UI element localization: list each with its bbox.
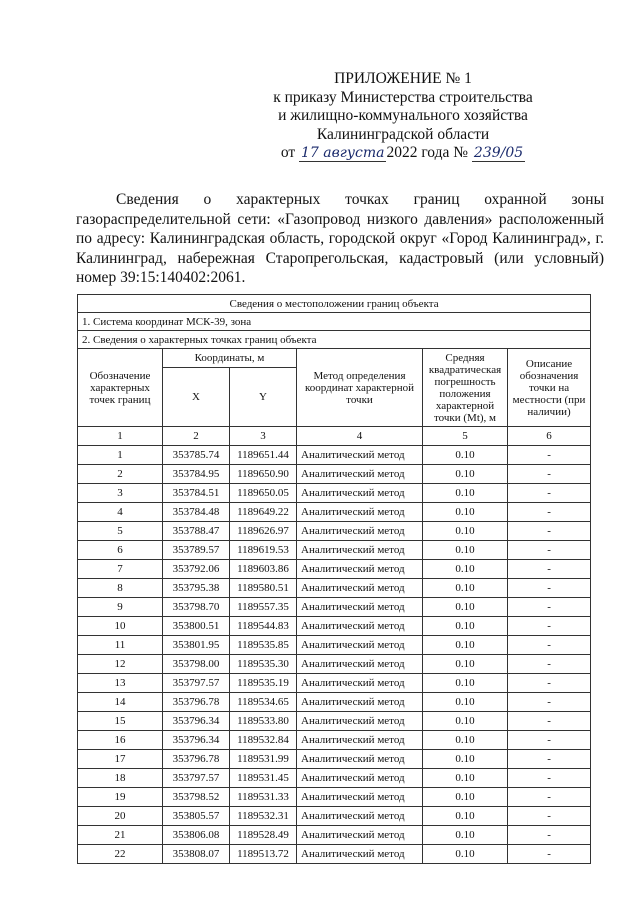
x-coordinate: 353789.57 (163, 541, 230, 560)
x-coordinate: 353798.70 (163, 598, 230, 617)
error-value: 0.10 (423, 617, 508, 636)
point-number: 18 (78, 769, 163, 788)
point-number: 16 (78, 731, 163, 750)
table-row (78, 484, 591, 503)
y-coordinate: 1189626.97 (230, 522, 297, 541)
y-coordinate: 1189535.85 (230, 636, 297, 655)
point-description: - (508, 693, 591, 712)
table-row (78, 788, 591, 807)
column-number: 6 (508, 427, 591, 446)
points-section-row: 2. Сведения о характерных точках границ объекта (78, 331, 591, 349)
method: Аналитический метод (297, 807, 423, 826)
error-value: 0.10 (423, 788, 508, 807)
point-description: - (508, 617, 591, 636)
method: Аналитический метод (297, 826, 423, 845)
method: Аналитический метод (297, 769, 423, 788)
method: Аналитический метод (297, 579, 423, 598)
x-coordinate: 353798.00 (163, 655, 230, 674)
method: Аналитический метод (297, 655, 423, 674)
table-row (78, 579, 591, 598)
error-value: 0.10 (423, 769, 508, 788)
header-description: Описание обозначения точки на местности (при наличии) (508, 349, 591, 427)
error-value: 0.10 (423, 655, 508, 674)
y-coordinate: 1189544.83 (230, 617, 297, 636)
error-value: 0.10 (423, 731, 508, 750)
x-coordinate: 353796.78 (163, 750, 230, 769)
x-coordinate: 353808.07 (163, 845, 230, 864)
x-coordinate: 353800.51 (163, 617, 230, 636)
method: Аналитический метод (297, 845, 423, 864)
point-number: 19 (78, 788, 163, 807)
point-description: - (508, 826, 591, 845)
method: Аналитический метод (297, 560, 423, 579)
point-number: 4 (78, 503, 163, 522)
point-description: - (508, 636, 591, 655)
y-coordinate: 1189534.65 (230, 693, 297, 712)
column-number: 4 (297, 427, 423, 446)
point-description: - (508, 655, 591, 674)
intro-paragraph (76, 190, 604, 288)
error-value: 0.10 (423, 484, 508, 503)
point-number: 8 (78, 579, 163, 598)
date-suffix: 2022 года № (386, 144, 469, 161)
point-description: - (508, 484, 591, 503)
point-number: 14 (78, 693, 163, 712)
order-line-2: и жилищно-коммунального хозяйства (278, 107, 528, 124)
date-prefix: от (280, 144, 296, 161)
point-description: - (508, 769, 591, 788)
point-description: - (508, 712, 591, 731)
column-number: 1 (78, 427, 163, 446)
y-coordinate: 1189649.22 (230, 503, 297, 522)
table-row (78, 465, 591, 484)
point-description: - (508, 750, 591, 769)
error-value: 0.10 (423, 674, 508, 693)
error-value: 0.10 (423, 503, 508, 522)
y-coordinate: 1189531.33 (230, 788, 297, 807)
coordinate-system-row: 1. Система координат МСК-39, зона (78, 313, 591, 331)
table-row (78, 598, 591, 617)
point-description: - (508, 674, 591, 693)
error-value: 0.10 (423, 807, 508, 826)
table-row (78, 655, 591, 674)
point-number: 9 (78, 598, 163, 617)
table-row (78, 674, 591, 693)
method: Аналитический метод (297, 465, 423, 484)
table-row (78, 522, 591, 541)
point-number: 15 (78, 712, 163, 731)
error-value: 0.10 (423, 541, 508, 560)
order-line-1: к приказу Министерства строительства (273, 88, 533, 106)
method: Аналитический метод (297, 446, 423, 465)
point-number: 12 (78, 655, 163, 674)
point-description: - (508, 731, 591, 750)
point-description: - (508, 788, 591, 807)
column-number: 2 (163, 427, 230, 446)
header-method: Метод определения координат характерной точки (297, 349, 423, 427)
table-row (78, 693, 591, 712)
error-value: 0.10 (423, 579, 508, 598)
point-description: - (508, 845, 591, 864)
point-number: 20 (78, 807, 163, 826)
y-coordinate: 1189531.99 (230, 750, 297, 769)
point-description: - (508, 503, 591, 522)
point-number: 17 (78, 750, 163, 769)
point-number: 2 (78, 465, 163, 484)
column-number-row (78, 427, 591, 446)
method: Аналитический метод (297, 598, 423, 617)
column-number: 5 (423, 427, 508, 446)
table-row (78, 845, 591, 864)
method: Аналитический метод (297, 617, 423, 636)
error-value: 0.10 (423, 465, 508, 484)
table-body (78, 446, 591, 864)
x-coordinate: 353798.52 (163, 788, 230, 807)
point-description: - (508, 560, 591, 579)
x-coordinate: 353797.57 (163, 674, 230, 693)
y-coordinate: 1189650.90 (230, 465, 297, 484)
table-row (78, 807, 591, 826)
error-value: 0.10 (423, 560, 508, 579)
point-number: 22 (78, 845, 163, 864)
method: Аналитический метод (297, 541, 423, 560)
point-description: - (508, 807, 591, 826)
y-coordinate: 1189535.30 (230, 655, 297, 674)
error-value: 0.10 (423, 712, 508, 731)
point-number: 3 (78, 484, 163, 503)
method: Аналитический метод (297, 484, 423, 503)
x-coordinate: 353796.78 (163, 693, 230, 712)
point-number: 1 (78, 446, 163, 465)
header-coords: Координаты, м (163, 349, 297, 368)
method: Аналитический метод (297, 693, 423, 712)
point-description: - (508, 446, 591, 465)
point-description: - (508, 522, 591, 541)
appendix-title: ПРИЛОЖЕНИЕ № 1 (334, 70, 472, 87)
y-coordinate: 1189535.19 (230, 674, 297, 693)
x-coordinate: 353796.34 (163, 712, 230, 731)
handwritten-number: 239/05 (473, 145, 524, 161)
y-coordinate: 1189619.53 (230, 541, 297, 560)
intro-text: Сведения о характерных точках границ охранной зоны газораспределительной сети: «Газопровод низкого давления» расположенный по адресу: Калининградская область, городской округ «Город Калининград», г. Калининград, набережная Старопрегольская, кадастровый (или условный) номер 39:15:140402:2061. (76, 191, 604, 286)
table-row (78, 541, 591, 560)
table-row (78, 769, 591, 788)
header-error: Средняя квадратическая погрешность положения характерной точки (Мt), м (423, 349, 508, 427)
header-point: Обозначение характерных точек границ (78, 349, 163, 427)
point-number: 6 (78, 541, 163, 560)
method: Аналитический метод (297, 522, 423, 541)
y-coordinate: 1189557.35 (230, 598, 297, 617)
error-value: 0.10 (423, 826, 508, 845)
point-description: - (508, 541, 591, 560)
error-value: 0.10 (423, 750, 508, 769)
x-coordinate: 353784.95 (163, 465, 230, 484)
point-number: 5 (78, 522, 163, 541)
table-row (78, 826, 591, 845)
y-coordinate: 1189603.86 (230, 560, 297, 579)
x-coordinate: 353797.57 (163, 769, 230, 788)
x-coordinate: 353784.48 (163, 503, 230, 522)
point-description: - (508, 598, 591, 617)
boundary-points-table (77, 294, 591, 864)
table-row (78, 617, 591, 636)
column-number: 3 (230, 427, 297, 446)
order-date-line (243, 144, 563, 163)
x-coordinate: 353784.51 (163, 484, 230, 503)
method: Аналитический метод (297, 731, 423, 750)
table-row (78, 731, 591, 750)
y-coordinate: 1189533.80 (230, 712, 297, 731)
y-coordinate: 1189532.84 (230, 731, 297, 750)
error-value: 0.10 (423, 598, 508, 617)
table-row (78, 560, 591, 579)
point-number: 10 (78, 617, 163, 636)
error-value: 0.10 (423, 522, 508, 541)
error-value: 0.10 (423, 693, 508, 712)
order-line-3: Калининградской области (316, 125, 490, 143)
point-number: 21 (78, 826, 163, 845)
y-coordinate: 1189513.72 (230, 845, 297, 864)
point-number: 7 (78, 560, 163, 579)
x-coordinate: 353806.08 (163, 826, 230, 845)
table-row (78, 636, 591, 655)
y-coordinate: 1189650.05 (230, 484, 297, 503)
table-row (78, 446, 591, 465)
x-coordinate: 353788.47 (163, 522, 230, 541)
point-number: 13 (78, 674, 163, 693)
method: Аналитический метод (297, 788, 423, 807)
table-title: Сведения о местоположении границ объекта (78, 295, 591, 313)
method: Аналитический метод (297, 503, 423, 522)
error-value: 0.10 (423, 446, 508, 465)
point-description: - (508, 465, 591, 484)
y-coordinate: 1189580.51 (230, 579, 297, 598)
x-coordinate: 353805.57 (163, 807, 230, 826)
method: Аналитический метод (297, 750, 423, 769)
x-coordinate: 353795.38 (163, 579, 230, 598)
table-row (78, 503, 591, 522)
y-coordinate: 1189531.45 (230, 769, 297, 788)
method: Аналитический метод (297, 636, 423, 655)
appendix-header (243, 70, 563, 163)
point-description: - (508, 579, 591, 598)
x-coordinate: 353792.06 (163, 560, 230, 579)
handwritten-date: 17 августа (301, 145, 385, 161)
y-coordinate: 1189532.31 (230, 807, 297, 826)
error-value: 0.10 (423, 636, 508, 655)
point-number: 11 (78, 636, 163, 655)
header-x: X (163, 368, 230, 427)
y-coordinate: 1189651.44 (230, 446, 297, 465)
x-coordinate: 353785.74 (163, 446, 230, 465)
header-y: Y (230, 368, 297, 427)
error-value: 0.10 (423, 845, 508, 864)
table-row (78, 712, 591, 731)
method: Аналитический метод (297, 712, 423, 731)
y-coordinate: 1189528.49 (230, 826, 297, 845)
x-coordinate: 353801.95 (163, 636, 230, 655)
x-coordinate: 353796.34 (163, 731, 230, 750)
method: Аналитический метод (297, 674, 423, 693)
table-row (78, 750, 591, 769)
